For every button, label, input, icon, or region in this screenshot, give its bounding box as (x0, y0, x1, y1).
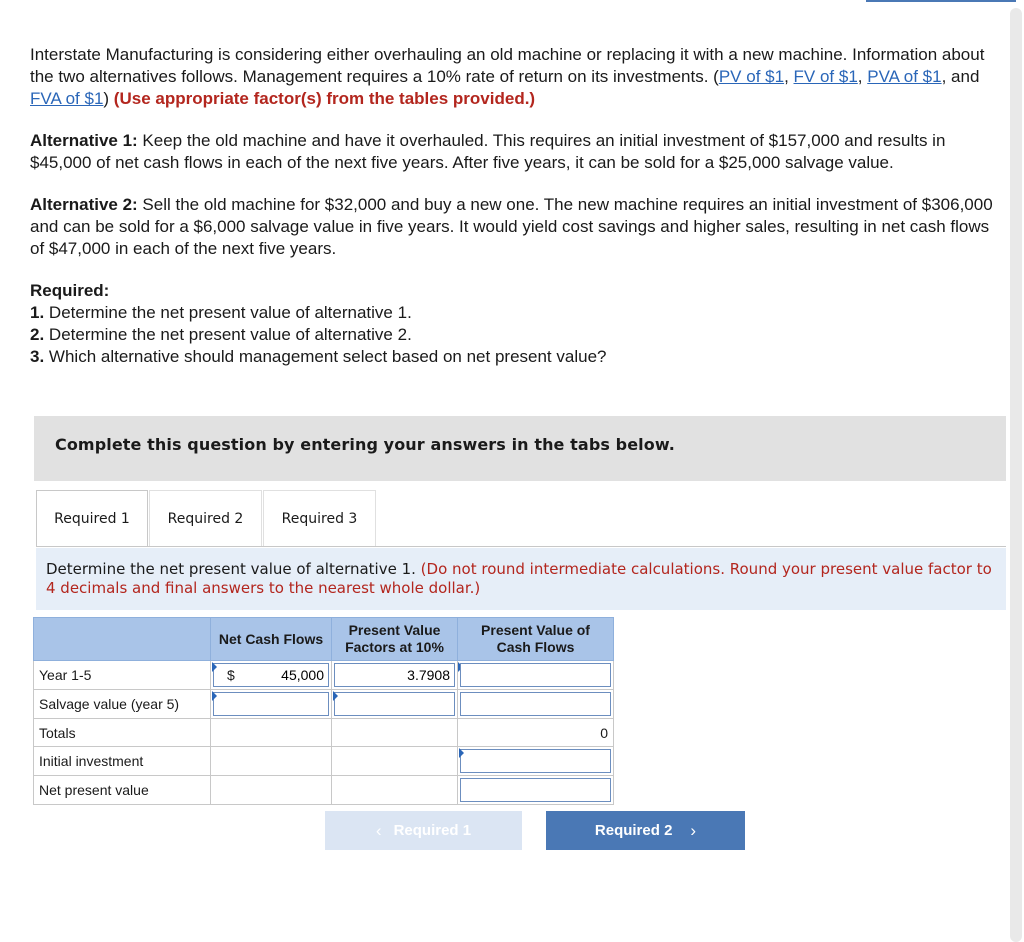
table-row (34, 719, 614, 747)
next-required-button[interactable]: Required 2 › (546, 811, 745, 850)
top-accent-line (866, 0, 1016, 2)
tab-required-1[interactable]: Required 1 (36, 490, 148, 547)
row-label: Net present value (34, 776, 211, 805)
chevron-right-icon: › (690, 820, 697, 840)
input-marker-icon (333, 691, 338, 701)
alternative-1-paragraph: Alternative 1: Keep the old machine and have it overhauled. This requires an initial investment of $157,000 and results in $45,000 of net cash flows in each of the next five years. After five years, it can be sold for a $25,000 salvage value. (30, 131, 946, 172)
required-item-2: 2. Determine the net present value of alternative 2. (30, 325, 412, 344)
tab-divider (36, 546, 1006, 547)
currency-symbol: $ (227, 667, 235, 683)
rounding-note: (Do not round intermediate calculations. Round your present value factor to 4 decimals and final answers to the nearest whole dollar.) (46, 560, 992, 597)
pv-of-1-link[interactable]: PV of $1 (718, 67, 785, 86)
table-row (34, 690, 614, 719)
chevron-left-icon: ‹ (375, 820, 382, 840)
required-heading: Required: (30, 281, 110, 300)
cash-flow-input-salvage[interactable] (213, 692, 329, 716)
pv-input-net-present-value[interactable] (460, 778, 611, 802)
table-row (34, 747, 614, 776)
pv-input-initial-investment[interactable] (460, 749, 611, 773)
pv-input-year-1-5[interactable] (460, 663, 611, 687)
alternative-2-paragraph: Alternative 2: Sell the old machine for $32,000 and buy a new one. The new machine requires an initial investment of $306,000 and can be sold for a $6,000 salvage value in five years. It would yield cost savings and higher sales, resulting in net cash flows of $47,000 in each of the next five years. (30, 195, 993, 258)
header-net-cash-flows: Net Cash Flows (211, 618, 332, 661)
pv-input-salvage[interactable] (460, 692, 611, 716)
header-pv-factors: Present Value Factors at 10% (332, 618, 458, 661)
task-description: Determine the net present value of alternative 1. (Do not round intermediate calculations. Round your present value factor to 4 decimals and final answers to the nearest whole dollar.) (36, 548, 1006, 610)
factor-input-year-1-5[interactable] (334, 663, 455, 687)
row-label: Totals (34, 719, 211, 747)
input-marker-icon (212, 662, 217, 672)
required-item-1: 1. Determine the net present value of alternative 1. (30, 303, 412, 322)
tab-required-2[interactable]: Required 2 (149, 490, 262, 547)
table-header-row (34, 618, 614, 661)
problem-statement (30, 44, 998, 368)
header-label (34, 618, 211, 661)
pva-of-1-link[interactable]: PVA of $1 (867, 67, 942, 86)
row-label: Year 1-5 (34, 661, 211, 690)
intro-paragraph: Interstate Manufacturing is considering either overhauling an old machine or replacing it with a new machine. Information about the two alternatives follows. Management requires a 10% rate of return on its investments. (PV of $1, FV of $1, PVA of $1, and FVA of $1) (Use appropriate factor(s) from the tables provided.) (30, 45, 985, 108)
factor-input-salvage[interactable] (334, 692, 455, 716)
instructions-banner: Complete this question by entering your answers in the tabs below. (34, 416, 1006, 481)
input-marker-icon (459, 748, 464, 758)
required-item-3: 3. Which alternative should management select based on net present value? (30, 347, 607, 366)
fva-of-1-link[interactable]: FVA of $1 (30, 89, 104, 108)
required-list (30, 280, 998, 368)
table-row (34, 661, 614, 690)
table-row (34, 776, 614, 805)
tab-required-3[interactable]: Required 3 (263, 490, 376, 547)
prev-required-button[interactable]: ‹ Required 1 (325, 811, 522, 850)
header-pv-cash-flows: Present Value of Cash Flows (458, 618, 614, 661)
page-scrollbar[interactable] (1010, 8, 1022, 942)
fv-of-1-link[interactable]: FV of $1 (793, 67, 858, 86)
input-marker-icon (212, 691, 217, 701)
row-label: Initial investment (34, 747, 211, 776)
totals-pv-value: 0 (458, 719, 614, 747)
row-label: Salvage value (year 5) (34, 690, 211, 719)
npv-table (33, 617, 614, 805)
use-tables-note: (Use appropriate factor(s) from the tables provided.) (113, 89, 536, 108)
